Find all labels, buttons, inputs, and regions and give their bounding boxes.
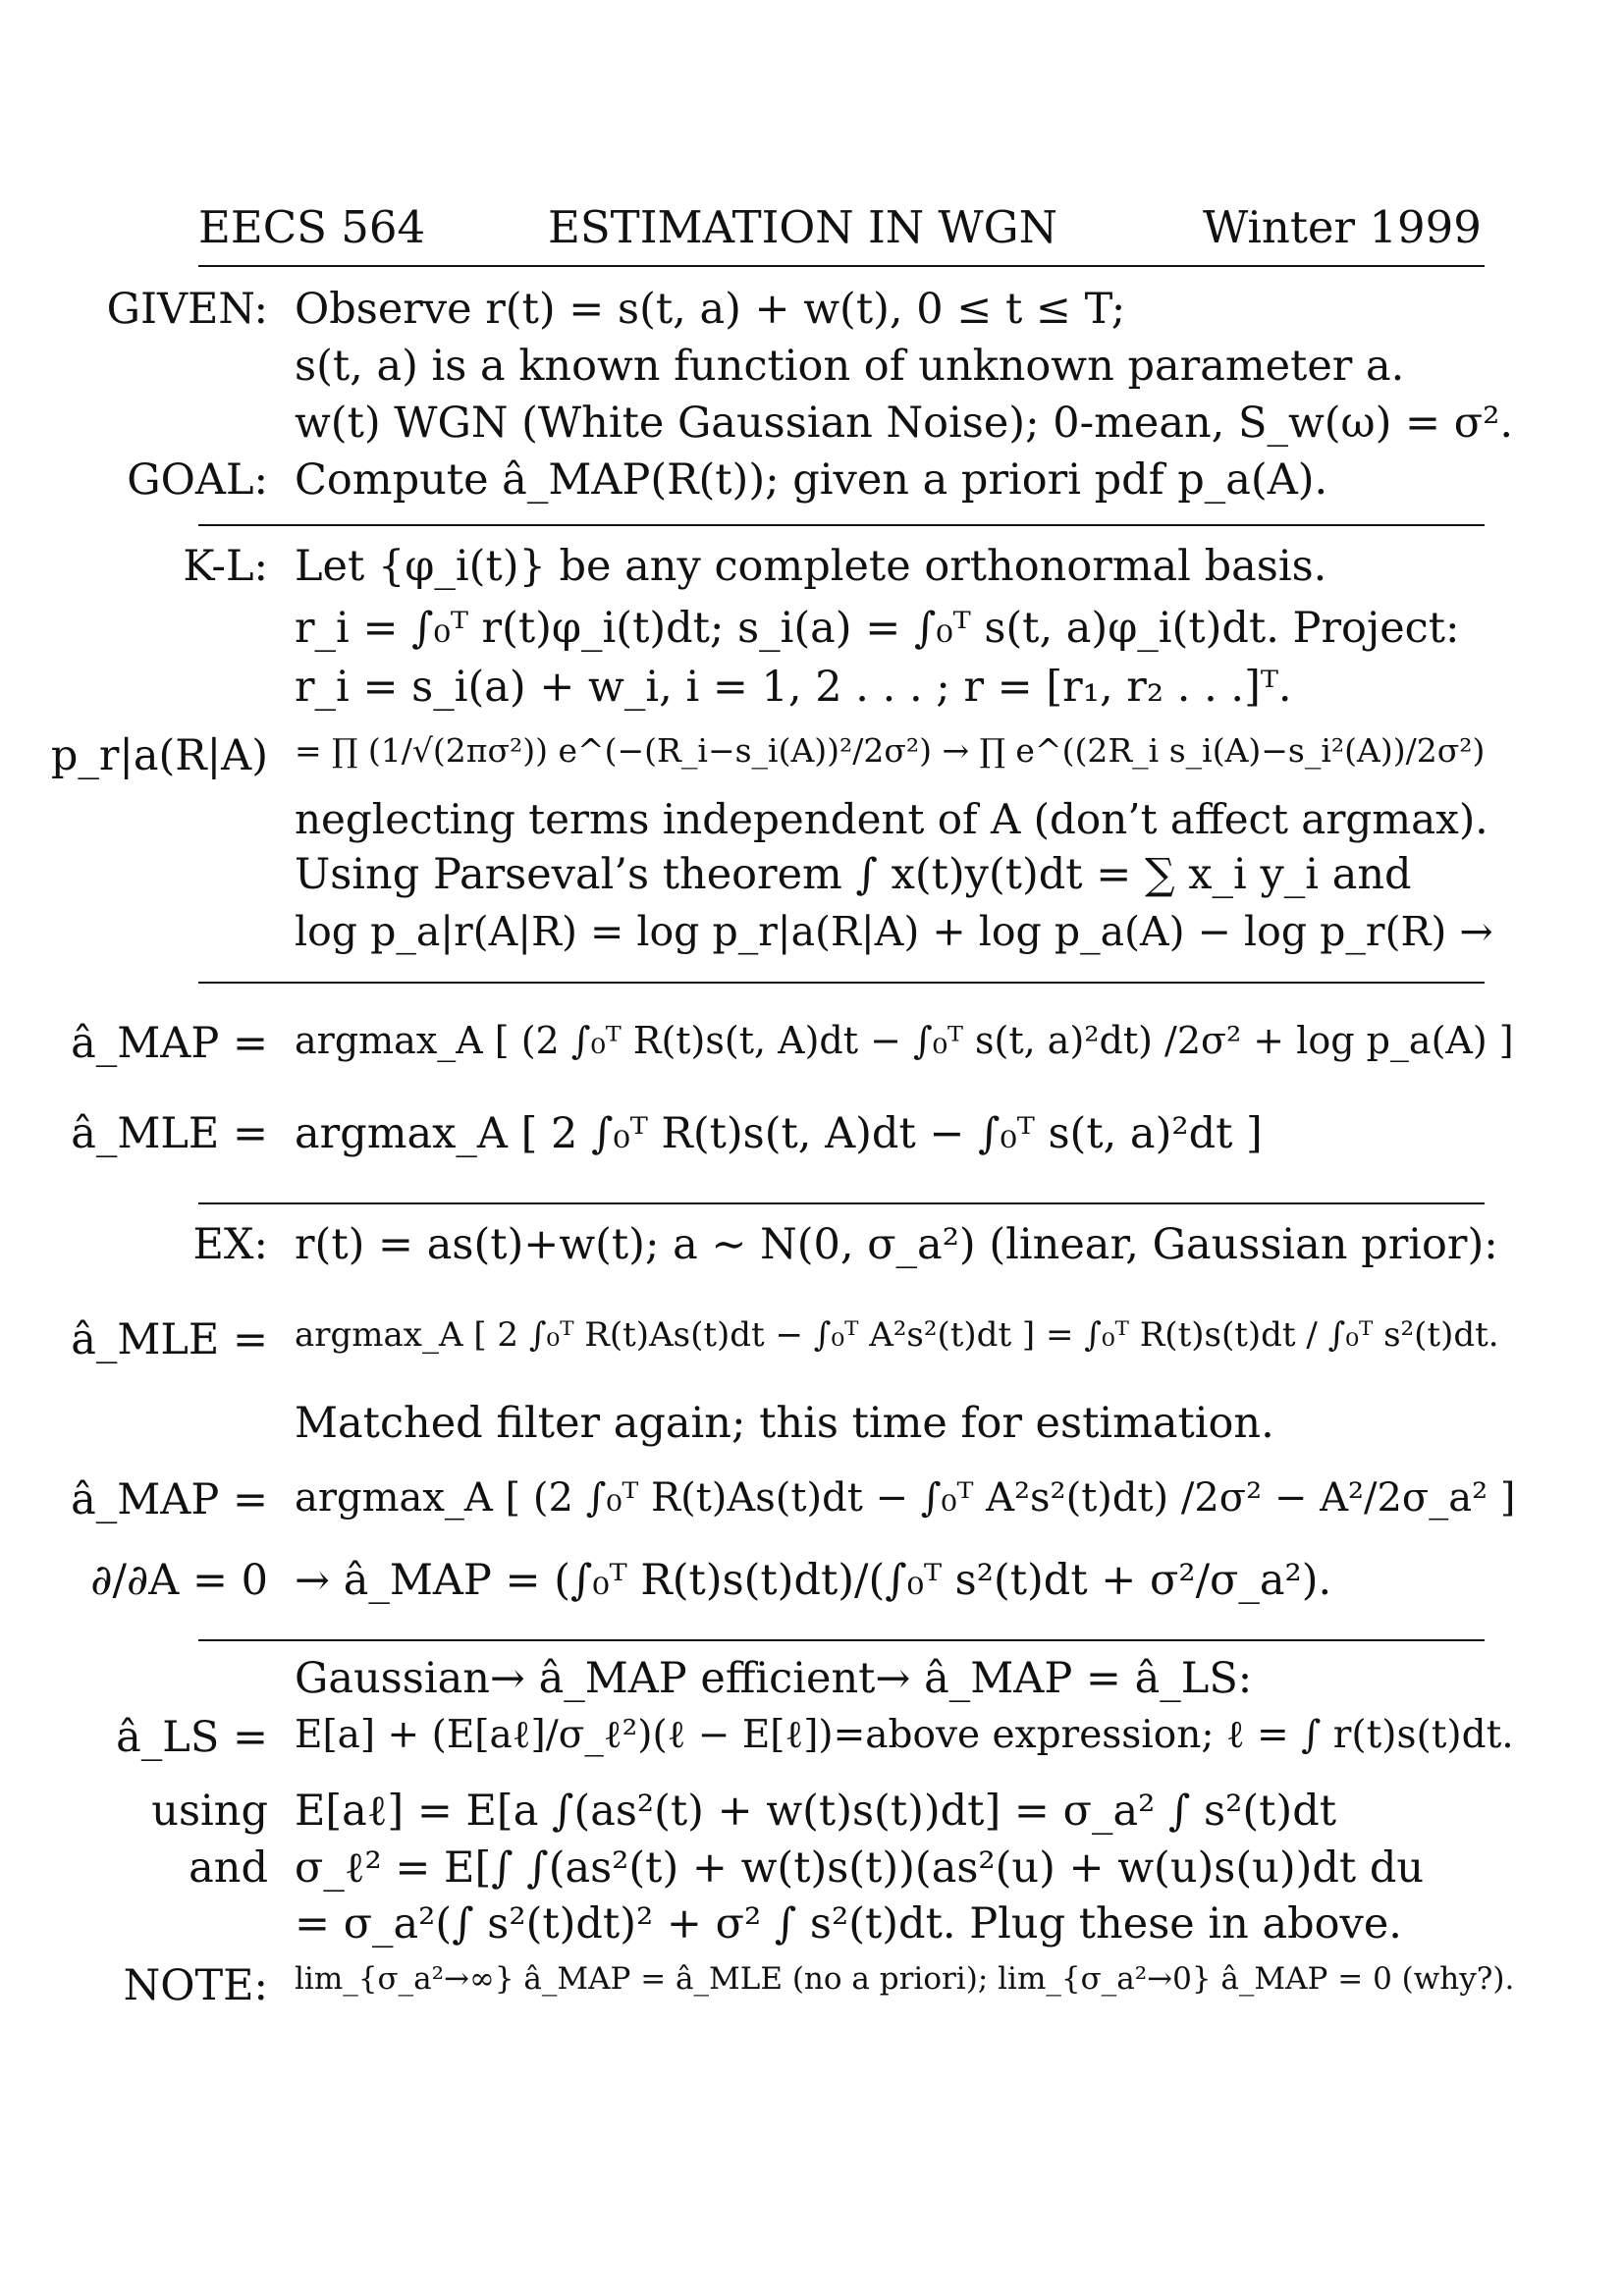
line-text: E[aℓ] = E[a ∫(as²(t) + w(t)s(t))dt] = σ_a² ∫ s²(t)dt	[295, 1787, 1336, 1836]
line-text: = ∏ (1/√(2πσ²)) e^(−(R_i−s_i(A))²/2σ²) → ∏ e^((2R_i s_i(A)−s_i²(A))/2σ²)	[295, 731, 1486, 770]
line-amle	[0, 1109, 1623, 1166]
line-label: EX:	[192, 1220, 268, 1269]
line-als	[0, 1713, 1623, 1770]
line-label: GIVEN:	[106, 285, 268, 334]
line-text: E[a] + (E[aℓ]/σ_ℓ²)(ℓ − E[ℓ])=above expression; ℓ = ∫ r(t)s(t)dt.	[295, 1713, 1514, 1757]
line-amap	[0, 1019, 1623, 1076]
header-course: EECS 564	[198, 201, 426, 253]
section-rule	[198, 1202, 1485, 1204]
line-text: Matched filter again; this time for estimation.	[295, 1399, 1274, 1448]
line-text: r(t) = as(t)+w(t); a ∼ N(0, σ_a²) (linear, Gaussian prior):	[295, 1220, 1498, 1269]
line-text: r_i = s_i(a) + w_i, i = 1, 2 . . . ; r = [r₁, r₂ . . .]ᵀ.	[295, 663, 1292, 712]
line-text: w(t) WGN (White Gaussian Noise); 0-mean, S_w(ω) = σ².	[295, 399, 1514, 448]
line-label: â_LS =	[116, 1713, 268, 1762]
line-text: log p_a|r(A|R) = log p_r|a(R|A) + log p_a(A) − log p_r(R) →	[295, 908, 1493, 955]
line-text: → â_MAP = (∫₀ᵀ R(t)s(t)dt)/(∫₀ᵀ s²(t)dt + σ²/σ_a²).	[295, 1556, 1332, 1605]
line-text: Using Parseval’s theorem ∫ x(t)y(t)dt = ∑ x_i y_i and	[295, 850, 1412, 899]
line-derivative	[0, 1556, 1623, 1613]
line-text: Compute â_MAP(R(t)); given a priori pdf p_a(A).	[295, 455, 1328, 505]
line-label: â_MLE =	[71, 1109, 268, 1158]
line-using	[0, 1787, 1623, 1843]
line-text: argmax_A [ (2 ∫₀ᵀ R(t)As(t)dt − ∫₀ᵀ A²s²(t)dt) /2σ² − A²/2σ_a² ]	[295, 1475, 1516, 1521]
line-text: neglecting terms independent of A (don’t affect argmax).	[295, 795, 1488, 843]
line-text: r_i = ∫₀ᵀ r(t)φ_i(t)dt; s_i(a) = ∫₀ᵀ s(t, a)φ_i(t)dt. Project:	[295, 604, 1460, 653]
line-text: Observe r(t) = s(t, a) + w(t), 0 ≤ t ≤ T;	[295, 285, 1126, 334]
line-label: using	[151, 1787, 268, 1836]
line-label: NOTE:	[123, 1961, 268, 2010]
line-given	[0, 285, 1623, 342]
line-text: argmax_A [ (2 ∫₀ᵀ R(t)s(t, A)dt − ∫₀ᵀ s(t, a)²dt) /2σ² + log p_a(A) ]	[295, 1019, 1514, 1062]
line-kl-3	[0, 663, 1623, 720]
line-likelihood	[0, 731, 1623, 788]
header-title: ESTIMATION IN WGN	[548, 201, 1057, 253]
line-matched-filter	[0, 1399, 1623, 1456]
line-label: and	[189, 1843, 268, 1893]
line-label: ∂/∂A = 0	[90, 1556, 268, 1605]
line-label: â_MAP =	[71, 1475, 268, 1524]
header-term: Winter 1999	[1203, 201, 1482, 253]
line-given-3	[0, 399, 1623, 455]
line-text: s(t, a) is a known function of unknown parameter a.	[295, 342, 1405, 391]
line-label: p_r|a(R|A)	[50, 731, 268, 780]
line-gaussian	[0, 1654, 1623, 1711]
line-ex-amap	[0, 1475, 1623, 1532]
header-rule	[198, 265, 1485, 267]
line-given-2	[0, 342, 1623, 399]
line-ex	[0, 1220, 1623, 1277]
section-rule	[198, 982, 1485, 984]
line-text: argmax_A [ 2 ∫₀ᵀ R(t)As(t)dt − ∫₀ᵀ A²s²(t)dt ] = ∫₀ᵀ R(t)s(t)dt / ∫₀ᵀ s²(t)dt.	[295, 1315, 1499, 1355]
line-text: Let {φ_i(t)} be any complete orthonormal basis.	[295, 542, 1327, 591]
line-plug	[0, 1899, 1623, 1956]
line-label: GOAL:	[127, 455, 268, 505]
line-ex-amle	[0, 1315, 1623, 1372]
section-rule	[198, 1639, 1485, 1641]
line-text: σ_ℓ² = E[∫ ∫(as²(t) + w(t)s(t))(as²(u) + w(u)s(u))dt du	[295, 1843, 1425, 1893]
line-and	[0, 1843, 1623, 1900]
line-kl-7	[0, 908, 1623, 965]
line-kl	[0, 542, 1623, 599]
line-goal	[0, 455, 1623, 512]
line-label: K-L:	[183, 542, 268, 591]
line-kl-5	[0, 795, 1623, 852]
line-kl-2	[0, 604, 1623, 661]
line-note	[0, 1961, 1623, 2018]
line-label: â_MAP =	[71, 1019, 268, 1068]
line-kl-6	[0, 850, 1623, 907]
line-text: = σ_a²(∫ s²(t)dt)² + σ² ∫ s²(t)dt. Plug these in above.	[295, 1899, 1402, 1949]
line-text: lim_{σ_a²→∞} â_MAP = â_MLE (no a priori); lim_{σ_a²→0} â_MAP = 0 (why?).	[295, 1961, 1515, 1997]
line-text: argmax_A [ 2 ∫₀ᵀ R(t)s(t, A)dt − ∫₀ᵀ s(t, a)²dt ]	[295, 1109, 1263, 1158]
section-rule	[198, 524, 1485, 526]
line-label: â_MLE =	[71, 1315, 268, 1364]
line-text: Gaussian→ â_MAP efficient→ â_MAP = â_LS:	[295, 1654, 1253, 1703]
